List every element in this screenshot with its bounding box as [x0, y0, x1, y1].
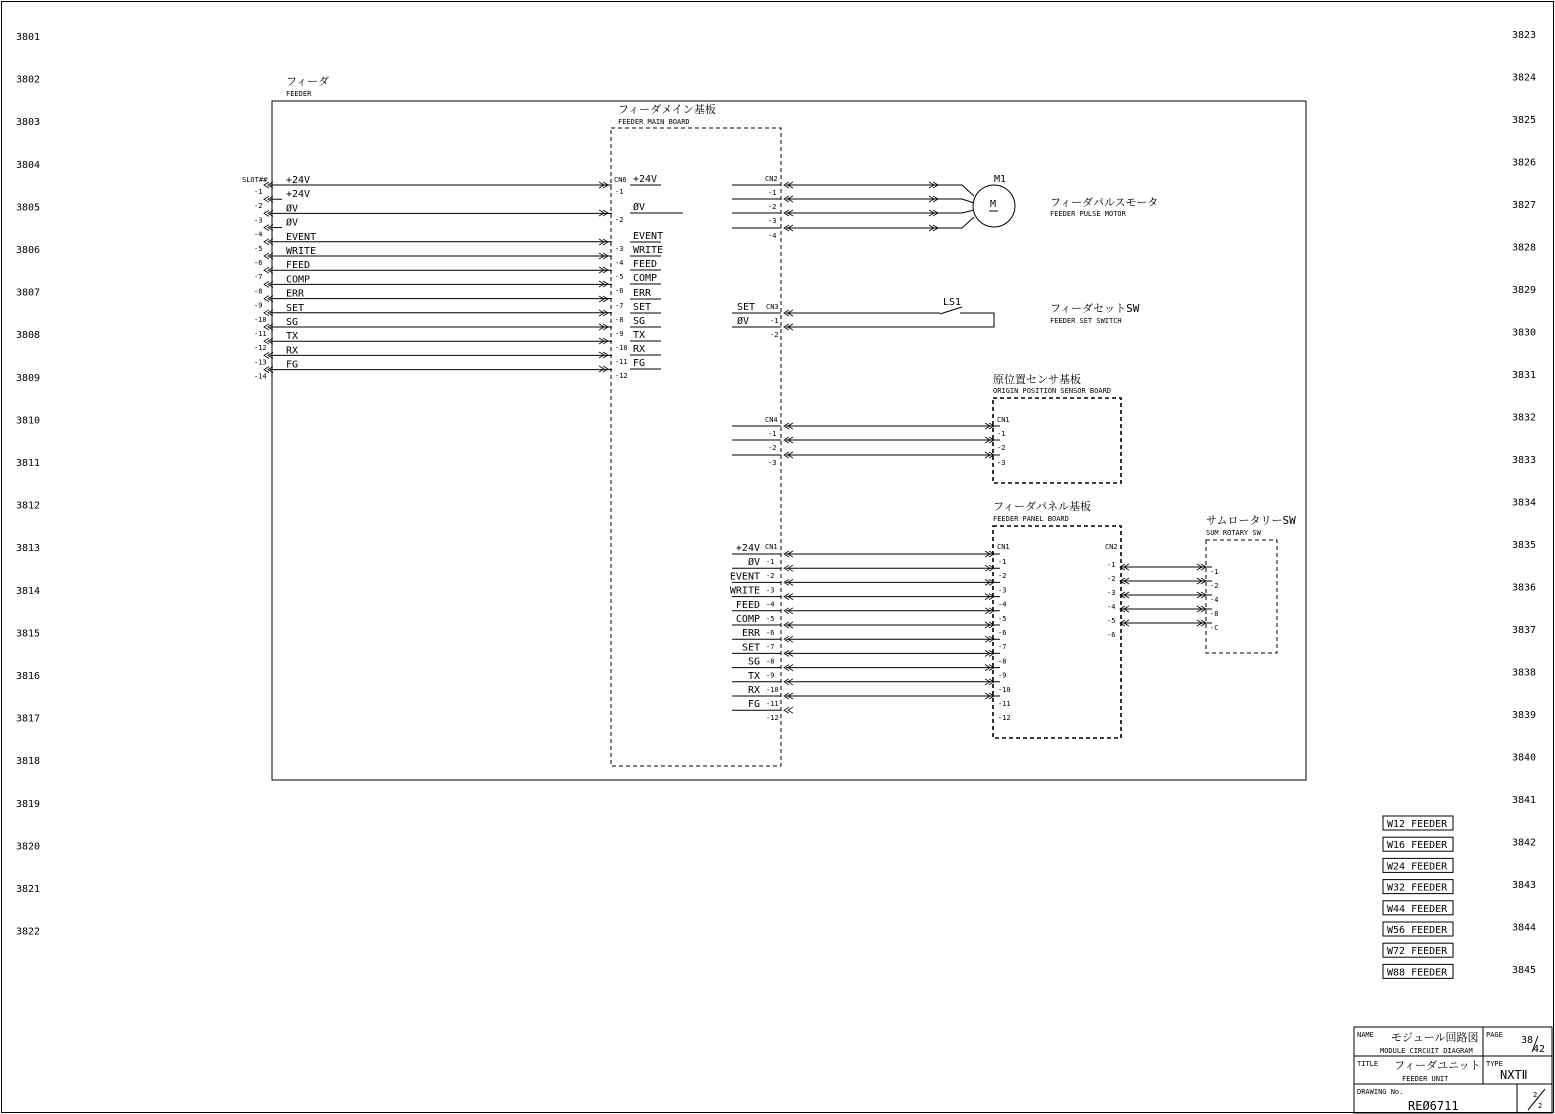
- cn6-connector: [599, 174, 683, 380]
- cn6-signal: ØV: [633, 202, 646, 213]
- panel-board: [730, 499, 1219, 738]
- slot-pin: -6: [254, 259, 263, 267]
- line-number: 3803: [16, 117, 41, 129]
- slot-row: [264, 317, 298, 330]
- slot-pin: -9: [254, 301, 263, 310]
- slot-signal: TX: [286, 331, 299, 343]
- slot-pin: -3: [254, 216, 263, 225]
- cn6-pin: -12: [615, 372, 628, 380]
- line-number: 3814: [16, 585, 41, 597]
- name-value-en: MODULE CIRCUIT DIAGRAM: [1380, 1047, 1473, 1055]
- cn3-rows: [732, 302, 940, 339]
- line-number: 3837: [1512, 625, 1537, 636]
- slot-pin: -10: [254, 315, 267, 324]
- line-number: 3822: [16, 926, 41, 938]
- cn1-signal: FG: [747, 699, 760, 711]
- slot-signal: ØV: [286, 203, 299, 215]
- cn1-pin: -2: [766, 572, 775, 581]
- cn2-label: CN2: [765, 175, 778, 183]
- cn1-signal: RX: [747, 685, 760, 696]
- slot-pin: -12: [254, 344, 267, 353]
- slot-row: [264, 274, 310, 287]
- type-value: NXTⅡ: [1500, 1068, 1528, 1082]
- cn6-pin-chevron: [599, 366, 608, 372]
- name-label: NAME: [1357, 1031, 1374, 1039]
- slot-pin: -13: [254, 358, 267, 367]
- ls1-wiring: [786, 313, 994, 327]
- sheet-total: 2: [1538, 1102, 1543, 1110]
- slot-signal: SET: [286, 302, 305, 314]
- motor-ref: M1: [994, 174, 1007, 185]
- cn6-row: [599, 344, 661, 366]
- panel-cn1-pin: -12: [998, 714, 1011, 723]
- cn1-pin: -3: [766, 586, 775, 595]
- cn1-pin: -12: [766, 714, 779, 723]
- slot-pin: -2: [254, 202, 263, 211]
- line-number: 3821: [16, 884, 41, 895]
- cn6-signal: FEED: [633, 259, 658, 270]
- cn1-signal: TX: [747, 670, 760, 682]
- line-number: 3807: [16, 287, 41, 299]
- page-total: 42: [1533, 1044, 1546, 1055]
- line-number: 3843: [1512, 880, 1537, 891]
- cn2-rows: [732, 182, 974, 240]
- set-switch-label-en: FEEDER SET SWITCH: [1050, 317, 1122, 325]
- panel-cn2-pin: -5: [1107, 617, 1116, 625]
- line-number: 3801: [16, 32, 41, 43]
- feeder-type-item: [1383, 816, 1453, 830]
- cn6-row: [599, 316, 661, 338]
- drawing-label: DRAWING No.: [1357, 1088, 1404, 1096]
- line-numbers-left: [16, 32, 40, 938]
- cn6-pin: -11: [615, 358, 628, 366]
- line-number: 3810: [16, 415, 41, 427]
- page-number: 38: [1521, 1035, 1534, 1046]
- slot-signal: +24V: [286, 175, 311, 186]
- line-number: 3802: [16, 74, 41, 86]
- chevron-stroke: [599, 366, 604, 372]
- slot-row: [264, 331, 298, 344]
- type-label: TYPE: [1486, 1060, 1503, 1068]
- cn6-row: [599, 330, 661, 352]
- panel-cn1-pin: -2: [998, 572, 1007, 581]
- cn6-row: [599, 273, 661, 295]
- sheet-border: [2, 2, 1554, 1113]
- slot-row: [264, 217, 298, 231]
- cn4-pin: -3: [768, 459, 777, 467]
- cn1-pin: -6: [766, 629, 775, 637]
- cn3-pin: -1: [770, 317, 779, 325]
- cn6-pin: -7: [615, 302, 624, 310]
- line-number: 3823: [1512, 30, 1537, 41]
- line-number: 3844: [1512, 922, 1537, 934]
- slot-pin: -5: [254, 244, 263, 253]
- slot-signal: SG: [286, 317, 299, 328]
- feeder-type-label: W32 FEEDER: [1387, 882, 1448, 894]
- slot-pin: -14: [254, 372, 267, 381]
- slot-signal: WRITE: [286, 246, 317, 257]
- main-board-label-jp: フィーダメイン基板: [618, 103, 716, 116]
- slot-rows: [254, 175, 612, 381]
- line-number: 3811: [16, 458, 41, 469]
- cn6-row: [599, 174, 661, 196]
- name-value-jp: モジュール回路図: [1391, 1031, 1479, 1044]
- cn3-row: [732, 315, 793, 339]
- panel-cn2-pin: -3: [1107, 589, 1116, 597]
- slot-connector: [242, 175, 612, 381]
- cn6-signal: SG: [633, 316, 646, 327]
- cn1-signal: EVENT: [729, 571, 760, 583]
- line-number: 3825: [1512, 115, 1537, 126]
- cn6-row: [599, 201, 683, 224]
- rotary-sw-label-en: SUM ROTARY SW: [1206, 529, 1261, 537]
- cn2-pin: -1: [768, 189, 777, 197]
- origin-pin: -1: [997, 430, 1006, 438]
- cn2-pin: -3: [768, 217, 777, 225]
- line-number: 3812: [16, 500, 41, 512]
- slot-pin: -11: [254, 330, 267, 338]
- cn6-pin: -10: [615, 344, 628, 352]
- line-number: 3832: [1512, 412, 1537, 424]
- cn1-pin: -10: [766, 685, 779, 694]
- slot-signal: ØV: [286, 217, 299, 229]
- line-number: 3816: [16, 671, 41, 682]
- slot-pin: -8: [254, 287, 263, 296]
- slot-row: [264, 345, 298, 358]
- line-number: 3817: [16, 713, 41, 725]
- panel-cn1-pin: -8: [998, 657, 1007, 666]
- line-number: 3806: [16, 245, 41, 256]
- panel-cn2-pin: -4: [1107, 603, 1116, 611]
- cn6-pin: -6: [615, 287, 624, 295]
- cn4-rows: [732, 423, 1005, 467]
- cn2-pin: -2: [768, 203, 777, 211]
- feeder-label-jp: フィーダ: [286, 75, 330, 88]
- line-number: 3829: [1512, 285, 1537, 296]
- slot-signal: EVENT: [286, 231, 317, 243]
- origin-pin: -3: [997, 459, 1006, 467]
- feeder-type-label: W24 FEEDER: [1387, 861, 1448, 873]
- feeder-type-item: [1383, 837, 1453, 851]
- line-number: 3831: [1512, 370, 1537, 381]
- cn6-pin: -3: [615, 245, 624, 253]
- cn6-signal: FG: [633, 358, 646, 369]
- origin-sensor-board: [732, 372, 1121, 483]
- cn1-signal: +24V: [735, 543, 760, 554]
- cn6-pin: -9: [615, 330, 624, 338]
- feeder-type-item: [1383, 943, 1453, 957]
- drawing-value: REØ6711: [1408, 1099, 1459, 1113]
- panel-cn1-pin: -7: [998, 643, 1007, 652]
- feeder-type-label: W56 FEEDER: [1387, 925, 1448, 936]
- cn3-label: CN3: [766, 303, 779, 311]
- cn1-pin: -9: [766, 671, 775, 680]
- panel-cn2-pin: -6: [1107, 631, 1116, 639]
- slot-pin: -7: [254, 273, 263, 282]
- slot-row: [264, 189, 310, 202]
- slot-signal: +24V: [286, 189, 311, 201]
- main-cn1-label: CN1: [765, 543, 778, 551]
- ls1-ref: LS1: [943, 297, 962, 308]
- cn3-pin: -2: [770, 331, 779, 339]
- cn1-signal: COMP: [735, 614, 760, 625]
- panel-cn2-row: [1107, 589, 1218, 604]
- cn3-connector: [732, 297, 1140, 339]
- slot-signal: RX: [286, 345, 299, 357]
- panel-cn2-row: [1107, 631, 1115, 639]
- slot-row: [264, 175, 310, 188]
- feeder-type-label: W44 FEEDER: [1387, 903, 1448, 915]
- cn6-signal: COMP: [633, 273, 658, 284]
- cn6-label: CN6: [614, 176, 627, 184]
- cn2-row: [732, 182, 974, 197]
- sheet-number: 2: [1533, 1091, 1538, 1099]
- line-number: 3809: [16, 372, 41, 384]
- title-block: [1354, 1027, 1552, 1113]
- line-number: 3805: [16, 202, 41, 214]
- motor-lead: [945, 199, 974, 203]
- line-number: 3819: [16, 798, 41, 810]
- panel-board-label-jp: フィーダパネル基板: [993, 500, 1092, 513]
- panel-cn2-label: CN2: [1105, 543, 1118, 551]
- panel-cn1-pin: -5: [998, 614, 1007, 623]
- cn3-signal: SET: [737, 302, 756, 313]
- feeder-type-label: W72 FEEDER: [1387, 946, 1448, 958]
- line-number: 3824: [1512, 72, 1537, 84]
- cn6-signal: +24V: [633, 174, 658, 185]
- line-number: 3840: [1512, 752, 1537, 764]
- slot-pin: -1: [254, 188, 263, 196]
- feeder-type-list: [1383, 816, 1453, 978]
- title-value-en: FEEDER UNIT: [1402, 1075, 1449, 1083]
- slot-row: [264, 303, 304, 316]
- line-numbers-right: [1512, 30, 1536, 976]
- cn2-row: [732, 210, 974, 225]
- line-number: 3808: [16, 330, 41, 342]
- cn6-row: [599, 302, 661, 324]
- cn6-signal: WRITE: [633, 245, 664, 256]
- cn1-pin-chevron: [784, 707, 793, 713]
- cn6-signal: SET: [633, 302, 652, 313]
- feeder-type-item: [1383, 922, 1453, 936]
- line-number: 3833: [1512, 455, 1537, 466]
- cn1-pin: -11: [766, 700, 779, 708]
- motor-lead: [945, 210, 974, 213]
- panel-cn1-pin: -4: [998, 600, 1007, 609]
- panel-cn2-row: [1107, 617, 1218, 632]
- panel-cn1-pin: -1: [998, 558, 1007, 566]
- line-number: 3845: [1512, 965, 1537, 976]
- rotary-pin: -4: [1210, 596, 1219, 604]
- motor-letter: M: [990, 199, 997, 210]
- origin-board-label-en: ORIGIN POSITION SENSOR BOARD: [993, 387, 1112, 395]
- panel-board-label-en: FEEDER PANEL BOARD: [993, 515, 1069, 523]
- line-number: 3826: [1512, 157, 1537, 169]
- panel-cn2-row: [1107, 561, 1218, 576]
- cn1-pin: -4: [766, 600, 775, 609]
- panel-cn2-pin: -2: [1107, 575, 1116, 583]
- cn4-pin: -1: [768, 430, 777, 438]
- line-number: 3828: [1512, 242, 1537, 254]
- cn3-signal: ØV: [737, 316, 750, 327]
- chevron-stroke: [788, 707, 793, 713]
- line-number: 3841: [1512, 795, 1537, 806]
- line-number: 3820: [16, 841, 41, 853]
- cn6-pin: -5: [615, 273, 624, 281]
- cn1-signal: SET: [741, 642, 760, 654]
- slot-row: [264, 260, 310, 273]
- cn1-signal: SG: [747, 656, 760, 668]
- slot-label: SLOT##: [242, 176, 268, 184]
- cn6-row: [599, 288, 661, 310]
- cn6-pin: -8: [615, 316, 624, 324]
- cn4-label: CN4: [765, 416, 778, 424]
- rotary-switch: [1206, 514, 1296, 653]
- line-number: 3818: [16, 756, 41, 768]
- slot-signal: FEED: [286, 260, 311, 272]
- cn4-pin: -2: [768, 444, 777, 452]
- line-number: 3834: [1512, 497, 1537, 509]
- rotary-pin: -C: [1210, 624, 1219, 632]
- panel-cn1-pin: -11: [998, 700, 1011, 708]
- feeder-type-item: [1383, 858, 1453, 872]
- cn2-row: [732, 196, 974, 211]
- slot-signal: COMP: [286, 274, 311, 286]
- motor-lead: [945, 217, 974, 228]
- feeder-label-en: FEEDER: [286, 90, 312, 98]
- slot-row: [264, 202, 298, 216]
- set-switch-label-jp: フィーダセットSW: [1050, 302, 1140, 315]
- cn2-connector: [732, 175, 974, 240]
- feeder-type-item: [1383, 880, 1453, 894]
- cn1-signal: ERR: [741, 628, 760, 640]
- rotary-pin: -8: [1210, 610, 1219, 618]
- slot-pin: -4: [254, 230, 263, 239]
- cn6-pin: -4: [615, 259, 624, 267]
- cn1-pin: -1: [766, 558, 775, 566]
- cn1-pin: -8: [766, 657, 775, 666]
- origin-board-outline: [993, 398, 1121, 483]
- cn1-signal: WRITE: [729, 585, 760, 597]
- panel-cn1-label: CN1: [997, 543, 1010, 551]
- cn2-pin: -4: [768, 232, 777, 240]
- pulse-motor: [973, 174, 1158, 227]
- panel-cn2-rows: [1107, 561, 1218, 639]
- panel-cn1-pin: -6: [998, 629, 1007, 637]
- rotary-pin: -1: [1210, 568, 1219, 576]
- line-number: 3836: [1512, 582, 1537, 594]
- ls1-contact: [940, 307, 962, 314]
- line-number: 3804: [16, 159, 41, 171]
- line-number: 3839: [1512, 710, 1537, 721]
- line-number: 3813: [16, 543, 41, 555]
- cn1-rows: [730, 543, 1011, 722]
- panel-cn1-pin: -3: [998, 586, 1007, 595]
- cn6-row: [599, 358, 661, 380]
- motor-lead: [945, 185, 974, 196]
- slot-row: [264, 289, 305, 302]
- panel-board-outline: [993, 526, 1121, 738]
- cn1-pin: -7: [766, 643, 775, 652]
- panel-cn2-row: [1107, 603, 1218, 618]
- feeder-type-label: W16 FEEDER: [1387, 840, 1448, 852]
- origin-cn1-label: CN1: [997, 416, 1010, 424]
- origin-board-label-jp: 原位置センサ基板: [993, 373, 1081, 386]
- main-board-label-en: FEEDER MAIN BOARD: [618, 118, 690, 126]
- panel-cn1-pin: -9: [998, 671, 1007, 680]
- panel-cn2-pin: -1: [1107, 561, 1116, 569]
- panel-cn2-row: [1107, 575, 1218, 590]
- title-label: TITLE: [1357, 1060, 1379, 1068]
- rotary-pin: -2: [1210, 582, 1219, 590]
- slot-signal: FG: [286, 359, 299, 371]
- line-number: 3815: [16, 628, 41, 640]
- rotary-sw-label-jp: サムロータリーSW: [1206, 514, 1296, 527]
- motor-label-jp: フィーダパルスモータ: [1050, 196, 1159, 209]
- page-label: PAGE: [1486, 1031, 1503, 1039]
- motor-label-en: FEEDER PULSE MOTOR: [1050, 210, 1126, 218]
- slot-signal: ERR: [286, 288, 305, 300]
- line-number: 3835: [1512, 540, 1537, 551]
- feeder-type-label: W88 FEEDER: [1387, 967, 1448, 979]
- feeder-type-item: [1383, 901, 1453, 915]
- cn6-rows: [599, 174, 683, 380]
- line-number: 3830: [1512, 327, 1537, 339]
- line-number: 3838: [1512, 667, 1537, 679]
- cn6-signal: ERR: [633, 288, 652, 299]
- feeder-type-label: W12 FEEDER: [1387, 819, 1448, 830]
- cn4-row: [732, 452, 1005, 467]
- feeder-enclosure: [272, 75, 1306, 780]
- cn6-pin: -2: [615, 216, 624, 224]
- cn6-signal: EVENT: [633, 231, 664, 242]
- cn6-signal: TX: [633, 330, 646, 341]
- feeder-type-item: [1383, 964, 1453, 978]
- cn6-signal: RX: [633, 344, 646, 355]
- line-number: 3827: [1512, 200, 1537, 211]
- cn6-pin: -1: [615, 188, 624, 196]
- origin-pin: -2: [997, 444, 1006, 452]
- cn4-row: [732, 423, 1005, 438]
- line-number: 3842: [1512, 837, 1537, 849]
- cn4-row: [732, 437, 1005, 452]
- slot-row: [264, 360, 298, 373]
- title-value-jp: フィーダユニット: [1394, 1059, 1481, 1072]
- cn1-signal: ØV: [747, 557, 760, 569]
- panel-cn1-pin: -10: [998, 685, 1011, 694]
- cn1-signal: FEED: [735, 599, 760, 611]
- cn1-pin: -5: [766, 614, 775, 623]
